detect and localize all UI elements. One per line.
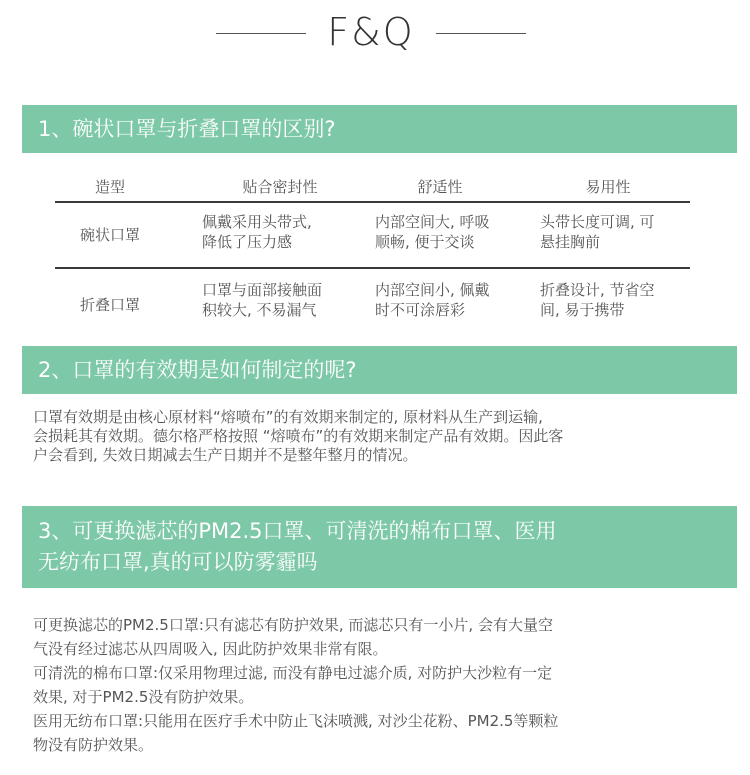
table-cell: 折叠设计, 节省空 间, 易于携带 xyxy=(540,281,655,319)
column-header-usability: 易用性 xyxy=(585,178,631,196)
table-divider xyxy=(55,201,690,203)
column-header-shape: 造型 xyxy=(94,178,125,196)
table-cell: 头带长度可调, 可 悬挂胸前 xyxy=(540,213,655,251)
page-title: F&Q xyxy=(327,10,415,54)
header-divider-right xyxy=(436,33,526,34)
table-cell: 佩戴采用头带式, 降低了压力感 xyxy=(202,213,312,251)
row-label-folding-mask: 折叠口罩 xyxy=(79,296,140,314)
column-header-seal: 贴合密封性 xyxy=(242,178,318,196)
section-1-title: 1、碗状口罩与折叠口罩的区别? xyxy=(22,105,737,153)
table-cell: 口罩与面部接触面 积较大, 不易漏气 xyxy=(202,281,323,319)
table-divider xyxy=(55,267,690,269)
section-2-body: 口罩有效期是由核心原材料“熔喷布”的有效期来制定的, 原材料从生产到运输, 会损耗其有效期。德尔格严格按照 “熔喷布”的有效期来制定产品有效期。因此客 户会看到, 失效日期减去生产日期并不是整年整月的情况。 xyxy=(33,408,564,464)
section-3-body: 可更换滤芯的PM2.5口罩:只有滤芯有防护效果, 而滤芯只有一小片, 会有大量空 气没有经过滤芯从四周吸入, 因此防护效果非常有限。 可清洗的棉布口罩:仅采用物理过滤, 而没有静电过滤介质, 对防护大沙粒有一定 效果, 对于PM2.5没有防护效果。 医用无纺布口罩:只能用在医疗手术中防止飞沫喷溅, 对沙尘花粉、PM2.5等颗粒 物没有防护效果。 xyxy=(33,616,559,754)
table-cell: 内部空间大, 呼吸 顺畅, 便于交谈 xyxy=(375,213,490,251)
column-header-comfort: 舒适性 xyxy=(417,178,463,196)
table-header-row xyxy=(55,172,690,200)
section-3-title: 3、可更换滤芯的PM2.5口罩、可清洗的棉布口罩、医用 无纺布口罩,真的可以防雾霾吗 xyxy=(22,506,737,588)
table-cell: 内部空间小, 佩戴 时不可涂唇彩 xyxy=(375,281,490,319)
faq-header xyxy=(0,0,750,70)
section-2-title: 2、口罩的有效期是如何制定的呢? xyxy=(22,346,737,394)
row-label-bowl-mask: 碗状口罩 xyxy=(79,226,140,244)
header-divider-left xyxy=(216,33,306,34)
